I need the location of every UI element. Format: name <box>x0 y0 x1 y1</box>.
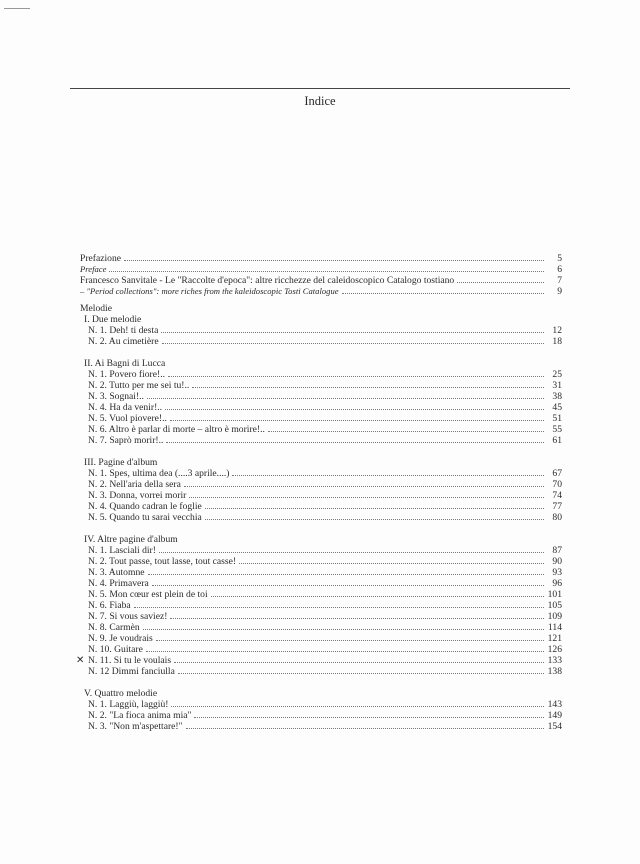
entry-title: – "Period collections": more riches from the kaleidoscopic Tosti Catalogue <box>80 286 339 296</box>
spacer <box>80 446 562 457</box>
page-number: 114 <box>547 622 562 633</box>
toc-entry[interactable] <box>80 567 562 578</box>
dot-leader <box>232 475 544 476</box>
dot-leader <box>147 398 544 399</box>
toc-entry[interactable] <box>80 435 562 446</box>
page-number: 80 <box>552 512 562 523</box>
entry-title: N. 2. Nell'aria della sera <box>88 479 181 490</box>
page-number: 7 <box>557 275 562 286</box>
entry-title: N. 6. Fiaba <box>88 600 131 611</box>
dot-leader <box>109 271 544 272</box>
entry-title: N. 3. Donna, vorrei morir <box>88 490 187 501</box>
page-number: 149 <box>547 710 562 721</box>
toc-entry[interactable] <box>80 413 562 424</box>
toc-entry[interactable] <box>80 264 562 275</box>
page-number: 6 <box>557 264 562 275</box>
page-number: 77 <box>552 501 562 512</box>
page-number: 31 <box>552 380 562 391</box>
dot-leader <box>170 420 544 421</box>
page-number: 138 <box>547 666 562 677</box>
toc-entry[interactable] <box>80 336 562 347</box>
entry-title: N. 3. Automne <box>88 567 145 578</box>
table-of-contents <box>76 253 562 732</box>
toc-entry[interactable] <box>80 699 562 710</box>
toc-entry[interactable] <box>80 275 562 286</box>
entry-title: N. 3. "Non m'aspettare!" <box>88 721 183 732</box>
page-number: 67 <box>552 468 562 479</box>
entry-title: N. 5. Quando tu sarai vecchia <box>88 512 202 523</box>
page-number: 9 <box>557 286 562 297</box>
toc-entry[interactable] <box>80 479 562 490</box>
toc-entry[interactable] <box>80 391 562 402</box>
dot-leader <box>342 293 544 294</box>
dot-leader <box>184 486 544 487</box>
dot-leader <box>170 618 543 619</box>
page-number: 154 <box>547 721 562 732</box>
dot-leader <box>166 442 544 443</box>
page-number: 109 <box>547 611 562 622</box>
toc-entry[interactable] <box>80 286 562 297</box>
toc-entry[interactable] <box>80 512 562 523</box>
entry-title: N. 1. Povero fiore!.. <box>88 369 165 380</box>
toc-entry[interactable] <box>80 611 562 622</box>
page-number: 133 <box>547 655 562 666</box>
section-heading: III. Pagine d'album <box>84 457 158 468</box>
dot-leader <box>148 574 545 575</box>
dot-leader <box>211 596 544 597</box>
toc-entry[interactable] <box>80 633 562 644</box>
entry-title: Prefazione <box>80 253 122 264</box>
toc-entry[interactable] <box>80 501 562 512</box>
toc-entry[interactable] <box>80 644 562 655</box>
page-title: Indice <box>304 94 336 108</box>
section-heading: I. Due melodie <box>84 314 142 325</box>
toc-entry[interactable] <box>80 589 562 600</box>
entry-title: N. 4. Quando cadran le foglie <box>88 501 202 512</box>
toc-entry[interactable] <box>80 380 562 391</box>
entry-title: N. 4. Ha da venir!.. <box>88 402 163 413</box>
dot-leader <box>165 409 544 410</box>
entry-title: N. 1. Spes, ultima dea (....3 aprile....) <box>88 468 230 479</box>
entry-title: N. 7. Si vous saviez! <box>88 611 168 622</box>
page-number: 74 <box>552 490 562 501</box>
spacer <box>80 347 562 358</box>
page-number: 101 <box>547 589 562 600</box>
dot-leader <box>457 282 544 283</box>
toc-entry[interactable] <box>80 369 562 380</box>
entry-title: N. 2. "La fioca anima mia" <box>88 710 192 721</box>
dot-leader <box>143 629 544 630</box>
entry-title: N. 12 Dimmi fanciulla <box>88 666 175 677</box>
dot-leader <box>171 706 543 707</box>
toc-entry[interactable] <box>80 578 562 589</box>
dot-leader <box>178 673 544 674</box>
dot-leader <box>134 607 544 608</box>
dot-leader <box>161 332 544 333</box>
entry-title: N. 6. Altro è parlar di morte – altro è morire!.. <box>88 424 265 435</box>
entry-title: N. 3. Sognai!.. <box>88 391 144 402</box>
spacer <box>80 677 562 688</box>
section-heading: IV. Altre pagine d'album <box>84 534 178 545</box>
toc-entry[interactable] <box>80 721 562 732</box>
page-number: 121 <box>547 633 562 644</box>
page-number: 61 <box>552 435 562 446</box>
entry-title: Francesco Sanvitale - Le "Raccolte d'epoca": altre ricchezze del caleidoscopico Catalogo tostiano <box>80 275 455 286</box>
entry-title: N. 4. Primavera <box>88 578 149 589</box>
page-number: 5 <box>557 253 562 264</box>
toc-entry[interactable] <box>80 666 562 677</box>
handwritten-x-mark: ✕ <box>76 655 85 666</box>
dot-leader <box>124 260 544 261</box>
entry-title: N. 2. Tutto per me sei tu!.. <box>88 380 190 391</box>
toc-entry[interactable] <box>80 600 562 611</box>
toc-entry[interactable] <box>80 556 562 567</box>
page-number: 55 <box>552 424 562 435</box>
page-number: 87 <box>552 545 562 556</box>
entry-title: N. 7. Saprò morir!.. <box>88 435 164 446</box>
entry-title: N. 2. Au cimetière <box>88 336 159 347</box>
dot-leader <box>189 497 544 498</box>
toc-entry[interactable] <box>80 490 562 501</box>
dot-leader <box>268 431 544 432</box>
dot-leader <box>186 728 544 729</box>
dot-leader <box>239 563 544 564</box>
entry-title: N. 2. Tout passe, tout lasse, tout casse! <box>88 556 237 567</box>
toc-entry[interactable] <box>76 655 562 666</box>
dot-leader <box>205 519 544 520</box>
dot-leader <box>152 585 544 586</box>
page-number: 18 <box>552 336 562 347</box>
dot-leader <box>146 651 544 652</box>
page-number: 38 <box>552 391 562 402</box>
dot-leader <box>159 552 544 553</box>
page-number: 143 <box>547 699 562 710</box>
entry-title: N. 5. Vuol piovere!.. <box>88 413 167 424</box>
entry-title: N. 5. Mon cœur est plein de toi <box>88 589 208 600</box>
dot-leader <box>174 662 544 663</box>
page-number: 93 <box>552 567 562 578</box>
dot-leader <box>194 717 543 718</box>
page-number: 70 <box>552 479 562 490</box>
section-heading: V. Quattro melodie <box>84 688 158 699</box>
section-heading: II. Ai Bagni di Lucca <box>84 358 166 369</box>
entry-title: Preface <box>80 264 107 274</box>
scan-mark <box>4 8 30 9</box>
toc-entry[interactable] <box>80 253 562 264</box>
top-rule <box>70 88 570 89</box>
page-number: 105 <box>547 600 562 611</box>
dot-leader <box>192 387 544 388</box>
page-number: 12 <box>552 325 562 336</box>
toc-entry[interactable] <box>80 402 562 413</box>
entry-title: N. 8. Carmèn <box>88 622 140 633</box>
toc-entry[interactable] <box>80 468 562 479</box>
dot-leader <box>156 640 544 641</box>
page-number: 25 <box>552 369 562 380</box>
toc-entry[interactable] <box>80 424 562 435</box>
page-number: 51 <box>552 413 562 424</box>
entry-title: N. 9. Je voudrais <box>88 633 153 644</box>
toc-entry[interactable] <box>80 622 562 633</box>
dot-leader <box>162 343 544 344</box>
spacer <box>80 523 562 534</box>
dot-leader <box>205 508 544 509</box>
page-number: 96 <box>552 578 562 589</box>
page-number: 45 <box>552 402 562 413</box>
page-number: 90 <box>552 556 562 567</box>
toc-entry[interactable] <box>80 710 562 721</box>
entry-title: N. 1. Deh! ti desta <box>88 325 159 336</box>
main-heading: Melodie <box>80 303 112 314</box>
entry-title: N. 1. Laggiù, laggiù! <box>88 699 169 710</box>
entry-title: N. 10. Guitare <box>88 644 143 655</box>
dot-leader <box>168 376 544 377</box>
page-number: 126 <box>547 644 562 655</box>
toc-entry[interactable] <box>80 545 562 556</box>
entry-title: N. 1. Lasciali dir! <box>88 545 156 556</box>
toc-entry[interactable] <box>80 325 562 336</box>
entry-title: N. 11. Si tu le voulais <box>88 655 172 666</box>
